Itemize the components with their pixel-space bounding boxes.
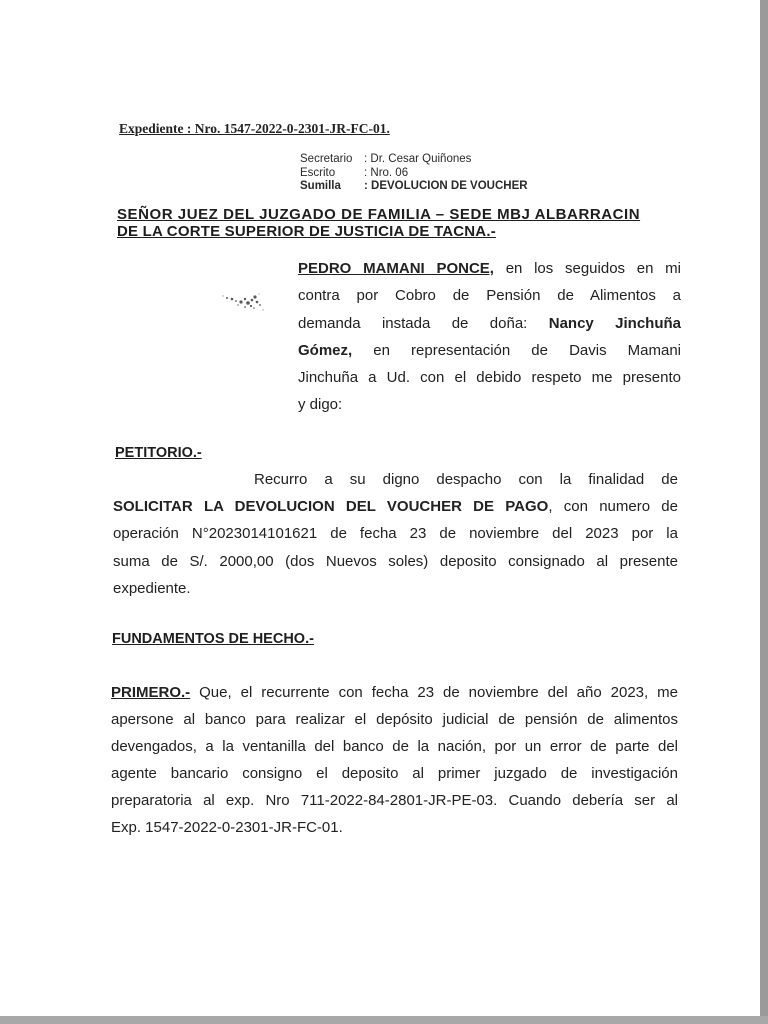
sumilla-value: : DEVOLUCION DE VOUCHER: [364, 180, 528, 192]
plaintiff-name: Nancy Jinchuña: [548, 314, 681, 332]
ink-stamp-mark-icon: [221, 290, 267, 316]
primero-label: PRIMERO.-: [111, 684, 191, 701]
escrito-value: : Nro. 06: [364, 166, 409, 179]
petitorio-line-1: Recurro a su digno despacho con la finalidad de: [254, 471, 678, 488]
petitorio-text: , con numero de: [548, 498, 678, 516]
petitorio-line-2: [113, 493, 678, 520]
primero-line-1: [111, 679, 678, 706]
fundamentos-title: FUNDAMENTOS DE HECHO.-: [112, 631, 314, 647]
intro-text: en representación de Davis Mamani: [352, 341, 681, 359]
secretario-value: : Dr. Cesar Quiñones: [364, 153, 472, 165]
intro-text: demanda instada de doña:: [298, 314, 549, 332]
primero-paragraph: [111, 679, 678, 841]
petitioner-name: PEDRO MAMANI PONCE,: [298, 260, 494, 277]
petitorio-paragraph: [113, 466, 678, 602]
petitorio-line-4: suma de S/. 2000,00 (dos Nuevos soles) deposito consignado al presente: [113, 552, 678, 570]
primero-text: Que, el recurrente con fecha 23 de noviembre del año 2023, me: [190, 684, 678, 701]
petitorio-title: PETITORIO.-: [115, 445, 202, 461]
intro-line-2: contra por Cobro de Pensión de Alimentos a: [298, 287, 681, 305]
secretario-row: [300, 153, 528, 167]
primero-line-4: agente bancario consigno el deposito al primer juzgado de investigación: [111, 765, 678, 782]
primero-line-6: Exp. 1547-2022-0-2301-JR-FC-01.: [111, 819, 343, 836]
primero-line-2: apersone al banco para realizar el depósito judicial de pensión de alimentos: [111, 711, 678, 728]
addressee-heading: [117, 206, 640, 240]
intro-line-4: [298, 337, 681, 364]
petitorio-line-5: expediente.: [113, 579, 191, 597]
petitorio-request: SOLICITAR LA DEVOLUCION DEL VOUCHER DE PAGO: [113, 498, 549, 516]
intro-line-3: [298, 310, 681, 337]
intro-text: en los seguidos en mi: [493, 260, 682, 277]
secretario-label: Secretario: [300, 153, 353, 165]
intro-line-6: y digo:: [298, 396, 343, 414]
intro-paragraph: [298, 255, 681, 419]
plaintiff-surname: Gómez,: [298, 341, 353, 359]
expediente-number: Expediente : Nro. 1547-2022-0-2301-JR-FC-01.: [119, 121, 390, 136]
escrito-row: [300, 167, 528, 181]
intro-line-5: Jinchuña a Ud. con el debido respeto me presento: [298, 369, 681, 387]
addressee-line-2: DE LA CORTE SUPERIOR DE JUSTICIA DE TACNA.-: [117, 223, 496, 240]
case-metadata: [300, 153, 528, 194]
intro-line-1: [298, 255, 681, 282]
scan-edge-bottom: [0, 1016, 768, 1024]
primero-line-5: preparatoria al exp. Nro 711-2022-84-2801-JR-PE-03. Cuando debería ser al: [111, 792, 678, 809]
sumilla-row: [300, 180, 528, 194]
petitorio-line-3: operación N°2023014101621 de fecha 23 de noviembre del 2023 por la: [113, 525, 678, 543]
addressee-line-1: SEÑOR JUEZ DEL JUZGADO DE FAMILIA – SEDE MBJ ALBARRACIN: [117, 206, 641, 223]
scan-edge-right: [760, 0, 768, 1024]
escrito-label: Escrito: [300, 166, 336, 179]
sumilla-label: Sumilla: [300, 180, 341, 192]
primero-line-3: devengados, a la ventanilla del banco de la nación, por un error de parte del: [111, 738, 678, 755]
